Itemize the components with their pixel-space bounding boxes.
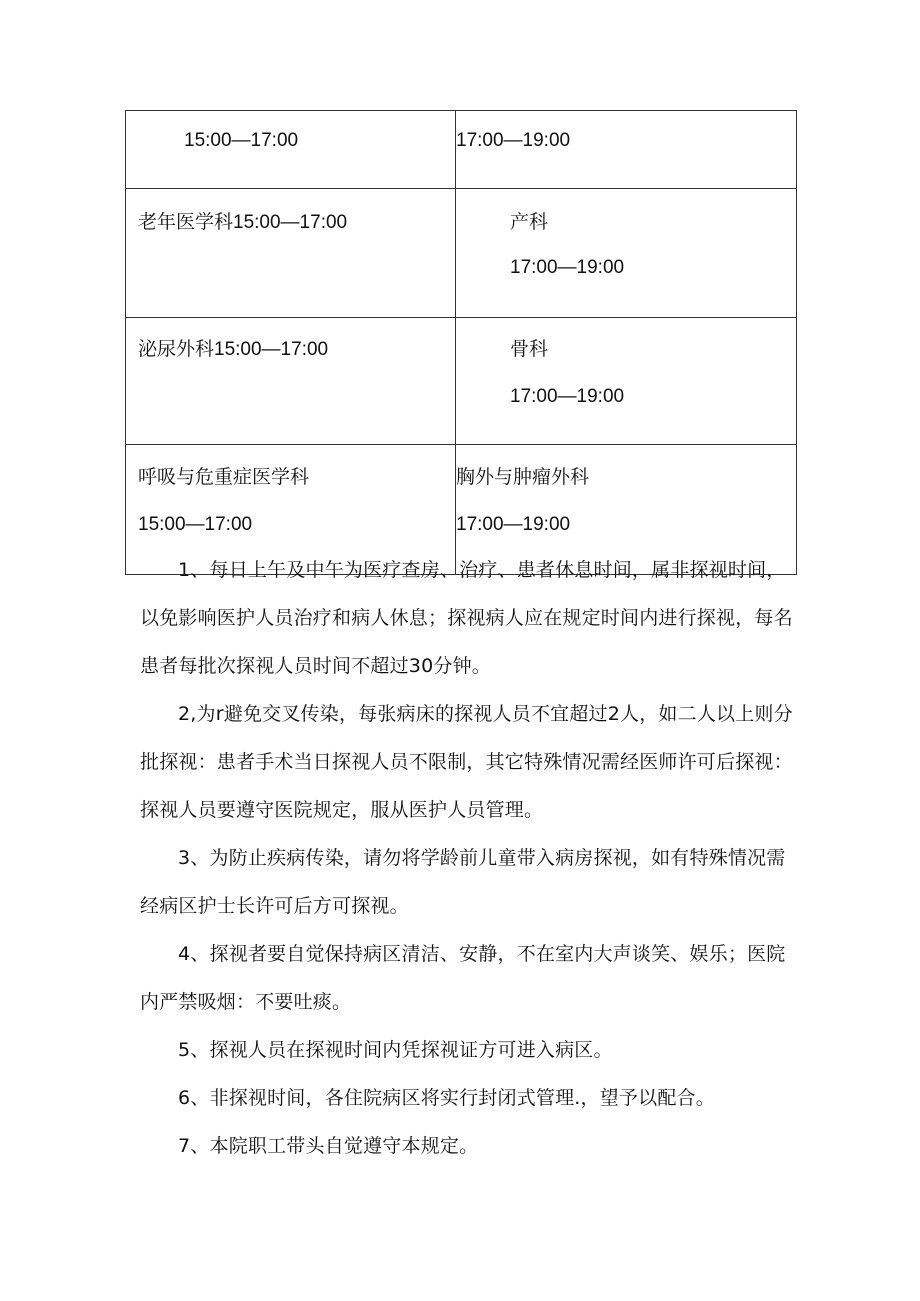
visit-time: 15:00—17:00 xyxy=(138,514,253,535)
department-with-time xyxy=(126,336,455,363)
table-row xyxy=(126,189,797,318)
rule-item: 1、每日上午及中午为医疗查房、治疗、患者休息时间，属非探视时间，以免影响医护人员治疗和病人休息；探视病人应在规定时间内进行探视，每名患者每批次探视人员时间不超过30分钟。 xyxy=(140,559,793,677)
department-name: 骨科 xyxy=(510,338,549,360)
visit-time: 17:00—19:00 xyxy=(456,130,571,151)
visiting-hours-table xyxy=(125,110,797,575)
visit-time: 15:00—17:00 xyxy=(214,339,329,360)
visit-time: 17:00—19:00 xyxy=(456,514,571,535)
department-name: 产科 xyxy=(510,211,549,233)
table-row xyxy=(126,318,797,445)
visit-time: 17:00—19:00 xyxy=(510,386,625,407)
department-name: 胸外与肿瘤外科 xyxy=(456,466,590,488)
rule-item: 4、探视者要自觉保持病区清洁、安静，不在室内大声谈笑、娱乐；医院内严禁吸烟：不要吐痰。 xyxy=(140,943,786,1013)
table-cell xyxy=(126,189,456,318)
table-cell xyxy=(126,111,456,189)
table-cell xyxy=(456,189,797,318)
visit-time: 15:00—17:00 xyxy=(233,212,348,233)
department-with-time xyxy=(126,209,455,236)
rule-item: 2,为r避免交叉传染，每张病床的探视人员不宜超过2人，如二人以上则分批探视：患者手术当日探视人员不限制，其它特殊情况需经医师许可后探视：探视人员要遵守医院规定，服从医护人员管理。 xyxy=(140,703,793,821)
department-name: 老年医学科 xyxy=(138,211,234,233)
department-name: 呼吸与危重症医学科 xyxy=(138,466,310,488)
rule-item: 6、非探视时间，各住院病区将实行封闭式管理.，望予以配合。 xyxy=(178,1087,715,1109)
table-cell xyxy=(126,318,456,445)
table-cell xyxy=(456,318,797,445)
rule-item: 7、本院职工带头自觉遵守本规定。 xyxy=(178,1135,479,1157)
visiting-rules xyxy=(140,546,800,1170)
table-row xyxy=(126,111,797,189)
rule-item: 3、为防止疾病传染，请勿将学龄前儿童带入病房探视，如有特殊情况需经病区护士长许可后方可探视。 xyxy=(140,847,786,917)
visit-time: 15:00—17:00 xyxy=(184,130,299,151)
visit-time: 17:00—19:00 xyxy=(510,257,625,278)
rule-item: 5、探视人员在探视时间内凭探视证方可进入病区。 xyxy=(178,1039,613,1061)
department-name: 泌尿外科 xyxy=(138,338,215,360)
table-cell xyxy=(456,111,797,189)
